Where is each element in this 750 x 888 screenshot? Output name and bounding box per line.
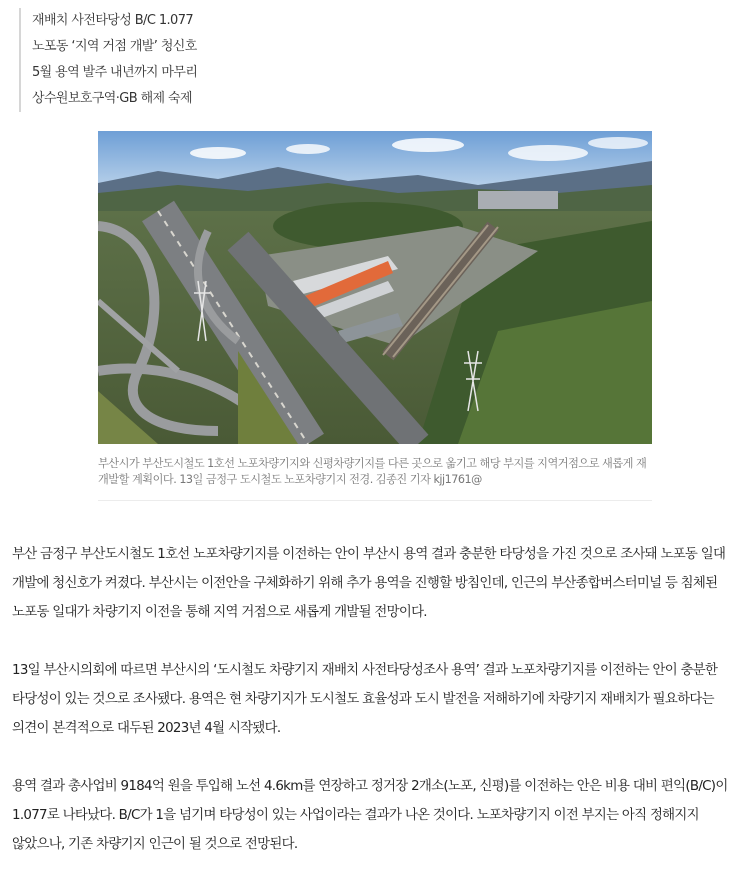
article-body [12,540,738,888]
photo-caption: 부산시가 부산도시철도 1호선 노포차량기지와 신평차량기지를 다른 곳으로 옮기고 해당 부지를 지역거점으로 새롭게 재개발할 계획이다. 13일 금정구 도시철도 노포차량기지 전경. 김종진 기자 kjj1761@ [98,457,647,486]
article-paragraph-2: 13일 부산시의회에 따르면 부산시의 ‘도시철도 차량기지 재배치 사전타당성조사 용역’ 결과 노포차량기지를 이전하는 안이 충분한 타당성이 있는 것으로 조사됐다. 용역은 현 차량기지가 도시철도 효율성과 도시 발전을 저해하기에 차량기지 재배치가 필요하다는 의견이 본격적으로 대두된 2023년 4월 시작됐다. [12,663,718,736]
summary-line-3: 5월 용역 발주 내년까지 마무리 [32,65,198,80]
article-photo [98,131,652,444]
summary-box [19,8,732,112]
summary-line-2: 노포동 ‘지역 거점 개발’ 청신호 [32,39,197,54]
summary-line-4: 상수원보호구역·GB 해제 숙제 [32,91,192,106]
article-paragraph-1: 부산 금정구 부산도시철도 1호선 노포차량기지를 이전하는 안이 부산시 용역 결과 충분한 타당성을 가진 것으로 조사돼 노포동 일대 개발에 청신호가 켜졌다. 부산시는 이전안을 구체화하기 위해 추가 용역을 진행할 방침인데, 인근의 부산종합버스터미널 등 침체된 노포동 일대가 차량기지 이전을 통해 지역 거점으로 새롭게 개발될 전망이다. [12,547,726,620]
summary-line-1: 재배치 사전타당성 B/C 1.077 [32,13,194,28]
aerial-rail-depot-photo [98,131,652,444]
article-paragraph-3: 용역 결과 총사업비 9184억 원을 투입해 노선 4.6km를 연장하고 정거장 2개소(노포, 신평)를 이전하는 안은 비용 대비 편익(B/C)이 1.077로 나타났다. B/C가 1을 넘기며 타당성이 있는 사업이라는 결과가 나온 것이다. 노포차량기지 이전 부지는 아직 정해지지 않았으나, 기존 차량기지 인근이 될 것으로 전망된다. [12,779,728,852]
caption-divider [98,500,652,501]
